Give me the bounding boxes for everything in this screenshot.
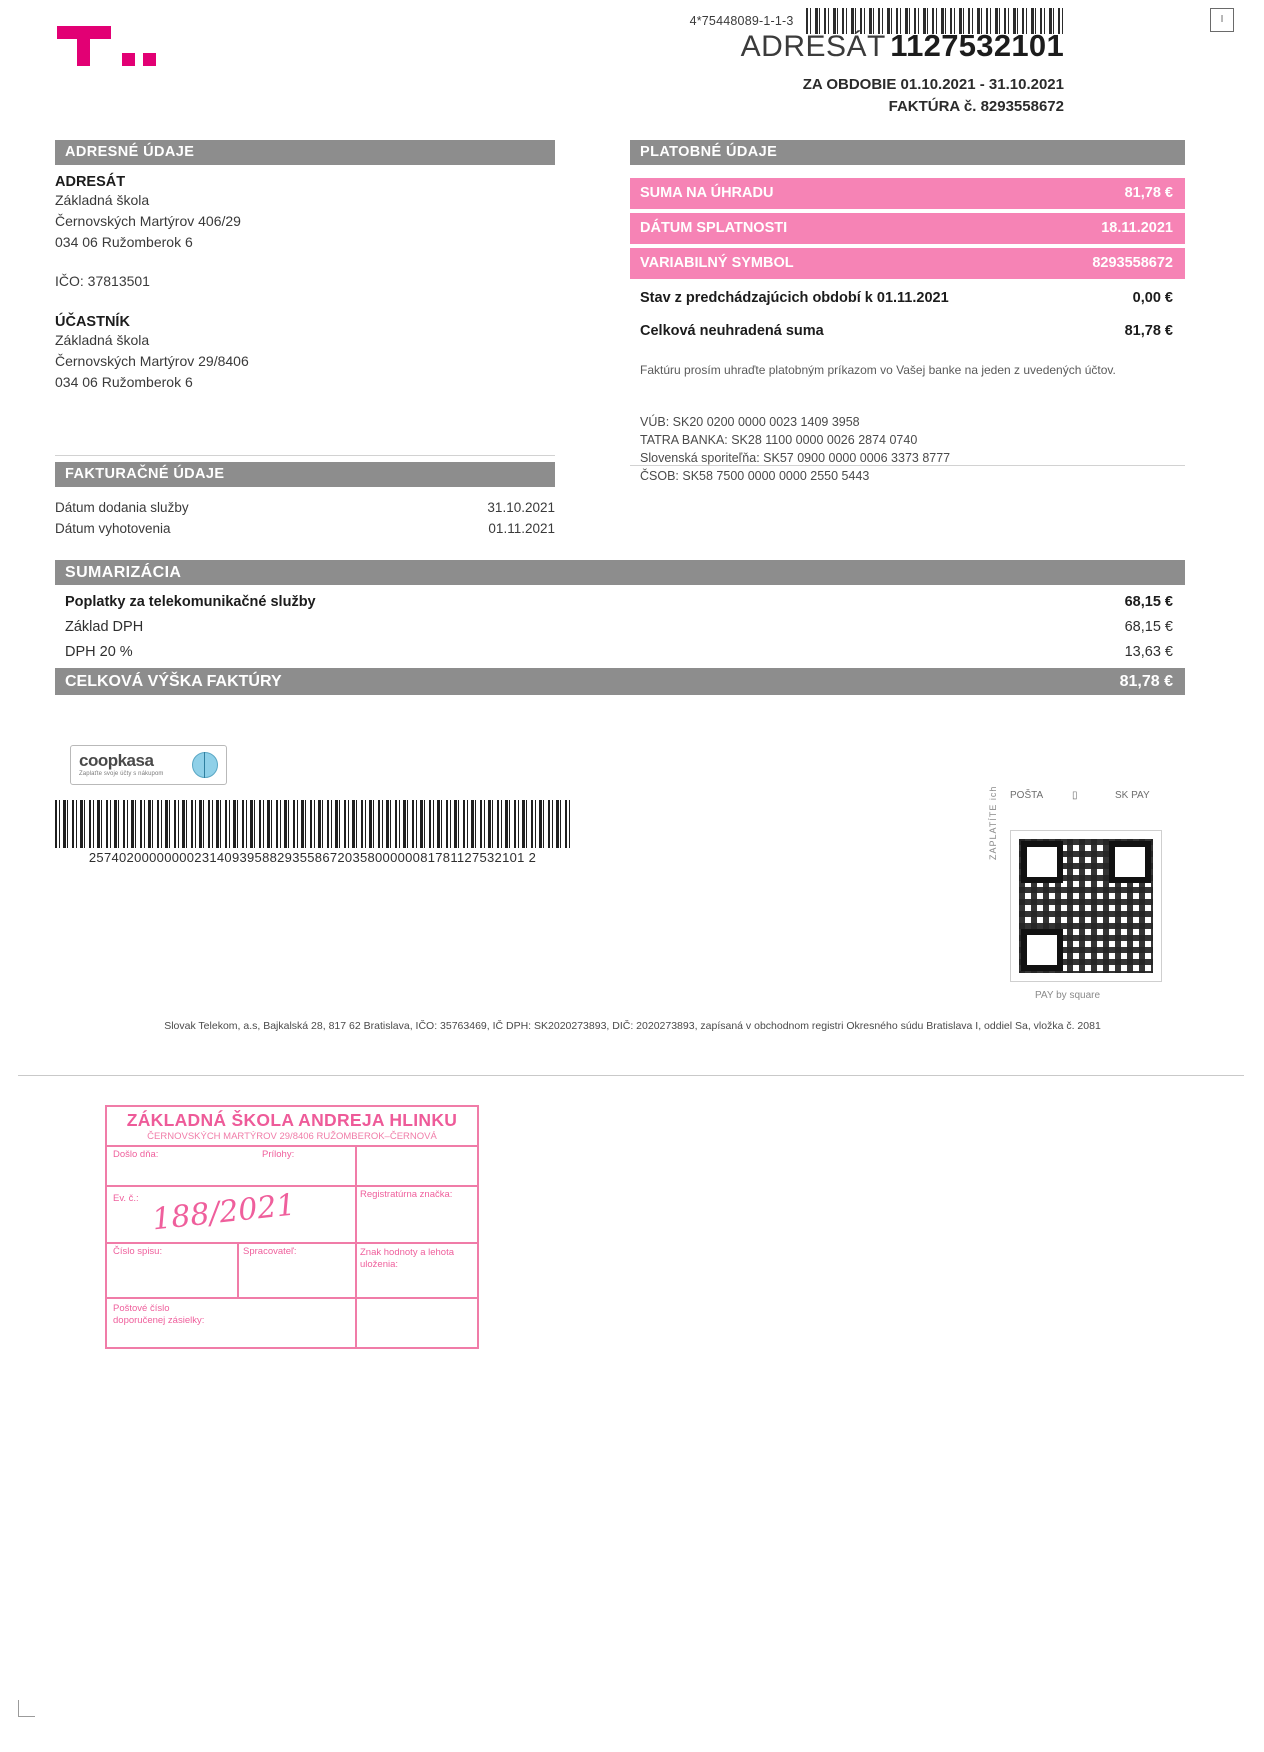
bank-accounts-list: [630, 413, 1185, 485]
addressee-line-1: Základná škola: [55, 192, 150, 208]
invoice-value: 8293558672: [980, 98, 1064, 115]
invoice-label: FAKTÚRA č.: [888, 98, 977, 115]
invoice-data-row: [55, 497, 555, 518]
divider-payment-bottom: [630, 465, 1185, 466]
qr-finder-bottomleft: [1021, 929, 1063, 971]
logo-dot-2: [143, 53, 156, 66]
reception-stamp: [105, 1105, 479, 1349]
summary-row-value: 68,15 €: [1124, 619, 1173, 635]
stamp-label-date: Došlo dňa:: [113, 1149, 159, 1160]
mobile-icon: ▯: [1072, 790, 1078, 801]
summary-rows: [55, 590, 1185, 695]
payment-barcode-number: 2574020000000023140939588293558672035800000081781127532101 2: [88, 850, 537, 865]
stamp-label-post-no: Poštové číslo doporučenej zásielky:: [113, 1303, 205, 1326]
payment-row-variable-symbol: [630, 248, 1185, 279]
summary-row-telecom-fees: [55, 590, 1185, 615]
stamp-line-4: [107, 1297, 477, 1299]
period-label: ZA OBDOBIE: [802, 76, 897, 93]
logo-dot-1: [122, 53, 135, 66]
coop-globe-icon: [192, 752, 218, 778]
summary-total-value: 81,78 €: [1119, 673, 1173, 690]
page-divider: [18, 1075, 1244, 1076]
bank-account-csob: ČSOB: SK58 7500 0000 0000 2550 5443: [640, 469, 870, 483]
invoice-data-rows: [55, 497, 555, 539]
invoice-data-label: Dátum vyhotovenia: [55, 521, 171, 536]
payment-row-previous-balance: [630, 283, 1185, 314]
payment-row-total-unpaid: [630, 316, 1185, 347]
stamp-line-3: [107, 1242, 477, 1244]
coop-kasa-brand: coopkasa: [79, 751, 154, 770]
invoice-data-row: [55, 518, 555, 539]
summary-total-label: CELKOVÁ VÝŠKA FAKTÚRY: [65, 673, 282, 690]
bank-account-vub: VÚB: SK20 0200 0000 0023 1409 3958: [640, 415, 860, 429]
coop-kasa-logo: [70, 745, 227, 785]
payment-row-value: 81,78 €: [1124, 323, 1173, 339]
addressee-heading: [741, 28, 1064, 64]
period-line: [803, 76, 1064, 93]
participant-block-title: ÚČASTNÍK: [55, 314, 130, 330]
payment-row-value: 0,00 €: [1132, 290, 1173, 306]
skpay-icon: SK PAY: [1115, 790, 1150, 801]
post-icon: POŠTA: [1010, 790, 1044, 801]
addressee-heading-label: ADRESÁT: [740, 30, 886, 63]
summary-row-value: 68,15 €: [1124, 594, 1173, 610]
payment-row-label: DÁTUM SPLATNOSTI: [640, 220, 788, 236]
summary-row-vat: [55, 640, 1185, 665]
stamp-title: ZÁKLADNÁ ŠKOLA ANDREJA HLINKU: [126, 1110, 458, 1130]
paybysquare-side-label: ZAPLATÍTE ich: [988, 785, 998, 860]
participant-line-1: Základná škola: [55, 332, 150, 348]
qr-finder-topleft: [1021, 841, 1063, 883]
stamp-vline-mid: [237, 1242, 239, 1297]
summary-row-label: Poplatky za telekomunikačné služby: [65, 594, 316, 610]
divider-above-invoice-data: [55, 455, 555, 456]
stamp-label-attachments: Prílohy:: [262, 1149, 295, 1160]
logo-bar-vertical: [77, 26, 90, 66]
period-value: 01.10.2021 - 31.10.2021: [900, 76, 1064, 93]
summary-row-value: 13,63 €: [1124, 644, 1173, 660]
addressee-line-3: 034 06 Ružomberok 6: [55, 234, 193, 250]
invoice-data-value: 31.10.2021: [487, 500, 555, 515]
payment-barcode-image: [55, 800, 570, 848]
stamp-handwritten-ev-value: 188/2021: [150, 1187, 298, 1238]
participant-line-2: Černovských Martýrov 29/8406: [55, 353, 249, 369]
telekom-logo: [55, 20, 185, 68]
summary-row-label: DPH 20 %: [65, 644, 133, 660]
addressee-block-title: ADRESÁT: [55, 174, 126, 190]
payment-note: Faktúru prosím uhraďte platobným príkazom vo Vašej banke na jeden z uvedených účtov.: [640, 363, 1116, 377]
payment-row-label: Celková neuhradená suma: [640, 323, 824, 339]
stamp-label-processor: Spracovateľ:: [243, 1246, 297, 1257]
invoice-data-label: Dátum dodania služby: [55, 500, 189, 515]
bank-account-tatra: TATRA BANKA: SK28 1100 0000 0026 2874 0740: [640, 433, 918, 447]
payment-row-value: 81,78 €: [1124, 185, 1173, 201]
payment-row-label: SUMA NA ÚHRADU: [640, 185, 774, 201]
invoice-data-bar: FAKTURAČNÉ ÚDAJE: [55, 462, 555, 487]
invoice-number-line: [889, 98, 1064, 115]
paybysquare-qr-box: [1010, 830, 1162, 982]
invoice-data-value: 01.11.2021: [488, 521, 555, 536]
address-section: [55, 140, 555, 393]
stamp-label-reg-mark: Registratúrna značka:: [360, 1189, 453, 1200]
legal-footer: Slovak Telekom, a.s, Bajkalská 28, 817 62 Bratislava, IČO: 35763469, IČ DPH: SK2020273893, DIČ: 2020273893, zapísaná v obchodnom registri Okresného súdu Bratislava I, oddiel Sa, vložka č. 2081: [164, 1020, 1101, 1032]
payment-row-label: Stav z predchádzajúcich období k 01.11.2021: [640, 290, 949, 306]
participant-line-3: 034 06 Ružomberok 6: [55, 374, 193, 390]
header-barcode-number: 4*75448089-1-1-3: [689, 14, 794, 28]
stamp-label-value-sign: Znak hodnoty a lehota uloženia:: [360, 1247, 455, 1270]
bank-account-sporitelna: Slovenská sporiteľňa: SK57 0900 0000 0006 3373 8777: [640, 451, 951, 465]
payment-row-label: VARIABILNÝ SYMBOL: [640, 255, 794, 271]
stamp-vline-right: [355, 1145, 357, 1347]
summary-row-total: [55, 668, 1185, 695]
payment-row-duedate: [630, 213, 1185, 244]
summary-row-vat-base: [55, 615, 1185, 640]
coop-kasa-tagline: Zaplaťte svoje účty s nákupom: [79, 771, 164, 777]
paybysquare-footer: PAY by square: [1035, 990, 1101, 1001]
stamp-label-file-no: Číslo spisu:: [113, 1246, 163, 1257]
address-section-bar: ADRESNÉ ÚDAJE: [55, 140, 555, 165]
stamp-label-ev-no: Ev. č.:: [113, 1193, 139, 1204]
summary-bar: SUMARIZÁCIA: [55, 560, 1185, 585]
stamp-line-2: [107, 1185, 477, 1187]
payment-row-value: 8293558672: [1092, 255, 1173, 271]
payment-row-value: 18.11.2021: [1101, 220, 1173, 236]
stamp-subtitle: ČERNOVSKÝCH MARTÝROV 29/8406 RUŽOMBEROK–ČERNOVÁ: [147, 1131, 437, 1142]
addressee-heading-number: 1127532101: [890, 28, 1064, 63]
payment-row-amount: [630, 178, 1185, 209]
ico-line: IČO: 37813501: [55, 273, 150, 289]
addressee-line-2: Černovských Martýrov 406/29: [55, 213, 241, 229]
qr-finder-topright: [1109, 841, 1151, 883]
payment-section-bar: PLATOBNÉ ÚDAJE: [630, 140, 1185, 165]
paybysquare-icon-row: [1010, 790, 1165, 820]
corner-marker: I: [1210, 8, 1234, 32]
stamp-line-1: [107, 1145, 477, 1147]
summary-row-label: Základ DPH: [65, 619, 144, 635]
payment-section: [630, 178, 1185, 485]
crop-mark: [18, 1700, 35, 1717]
